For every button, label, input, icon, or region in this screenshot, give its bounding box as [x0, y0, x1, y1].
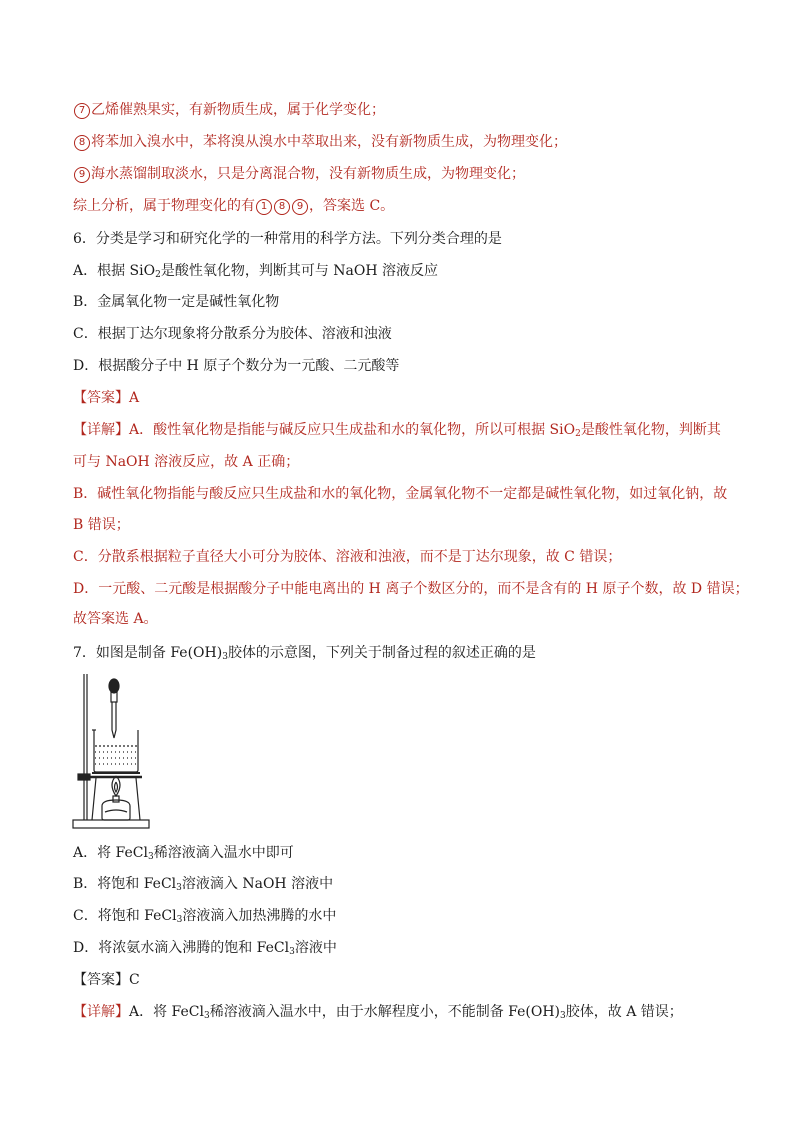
q6-detail-line-3: B．碱性氧化物指能与酸反应只生成盐和水的氧化物，金属氧化物不一定都是碱性氧化物，如过氧化钠，故: [73, 486, 728, 502]
circled-number: 7: [74, 103, 90, 119]
explanation-line-7: 7 乙烯催熟果实，有新物质生成，属于化学变化；: [73, 100, 733, 120]
circled-number: 1: [256, 199, 272, 215]
circled-number: 8: [74, 135, 90, 151]
q6-detail-line-4: B 错误；: [73, 517, 130, 533]
apparatus-drawing: [72, 672, 172, 832]
question-7-stem: 7．如图是制备 $Fe(OH)_3$胶体的示意图，下列关于制备过程的叙述正确的是: [73, 645, 536, 662]
circled-number: 9: [74, 167, 90, 183]
explanation-line-8: 8 将苯加入溴水中，苯将溴从溴水中萃取出来，没有新物质生成，为物理变化；: [73, 132, 733, 152]
q7-option-a: A．将 FeCl$_3$稀溶液滴入温水中即可: [73, 845, 294, 862]
circled-number: 9: [292, 199, 308, 215]
q6-option-a: A．根据 SiO$_2$是酸性氧化物，判断其可与 NaOH 溶液反应: [73, 263, 439, 280]
q6-detail-line-5: C．分散系根据粒子直径大小可分为胶体、溶液和浊液，而不是丁达尔现象，故 C 错误；: [73, 549, 622, 565]
summary-line: 综上分析，属于物理变化的有 1 8 9 ，答案选 C。: [73, 198, 395, 214]
q6-option-d: D．根据酸分子中 H 原子个数分为一元酸、二元酸等: [73, 358, 400, 374]
q6-detail-line-1: 【详解】A．酸性氧化物是指能与碱反应只生成盐和水的氧化物，所以可根据 SiO$_2$是酸性氧化物，判断其: [73, 422, 721, 439]
question-6-stem: 6．分类是学习和研究化学的一种常用的科学方法。下列分类合理的是: [73, 231, 502, 247]
q7-detail-line-1: 【详解】A．将 FeCl$_3$稀溶液滴入温水中，由于水解程度小，不能制备 $Fe(OH)_3$胶体，故 A 错误；: [73, 1004, 683, 1021]
q6-answer: 【答案】A: [73, 390, 140, 406]
q6-detail-line-6: D．一元酸、二元酸是根据酸分子中能电离出的 H 离子个数区分的，而不是含有的 H 原子个数，故 D 错误；: [73, 581, 749, 597]
q7-answer: 【答案】C: [73, 972, 140, 988]
q7-option-b: B．将饱和 FeCl$_3$溶液滴入 NaOH 溶液中: [73, 876, 334, 893]
q6-option-b: B．金属氧化物一定是碱性氧化物: [73, 294, 280, 310]
circled-number: 8: [274, 199, 290, 215]
q6-detail-line-2: 可与 NaOH 溶液反应，故 A 正确；: [73, 454, 300, 470]
q7-option-d: D．将浓氨水滴入沸腾的饱和 FeCl$_3$溶液中: [73, 940, 337, 957]
q6-detail-line-7: 故答案选 A。: [73, 611, 158, 627]
q6-option-c: C．根据丁达尔现象将分散系分为胶体、溶液和浊液: [73, 326, 392, 342]
explanation-line-9: 9 海水蒸馏制取淡水，只是分离混合物，没有新物质生成，为物理变化；: [73, 164, 733, 184]
q7-option-c: C．将饱和 FeCl$_3$溶液滴入加热沸腾的水中: [73, 908, 337, 925]
apparatus-illustration: [72, 672, 172, 832]
